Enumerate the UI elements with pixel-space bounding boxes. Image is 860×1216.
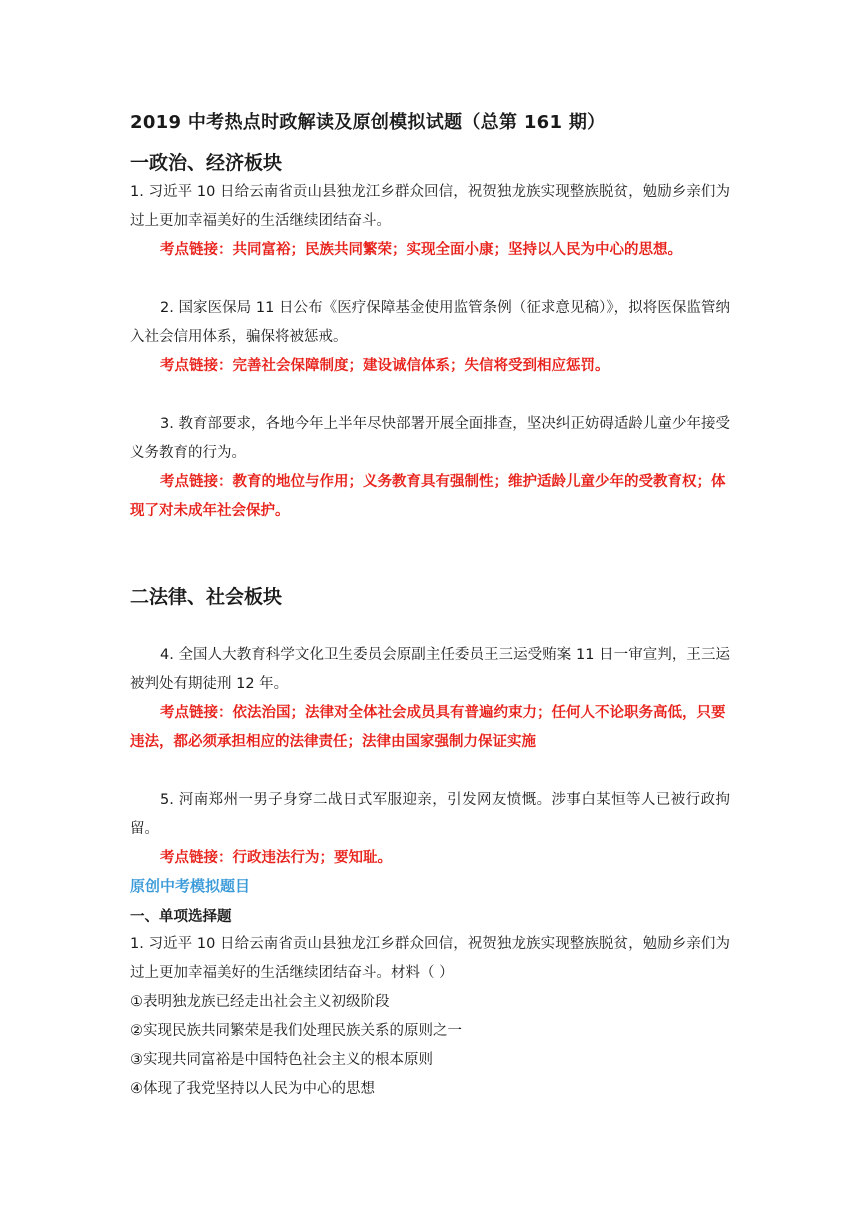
news-item-2: 2. 国家医保局 11 日公布《医疗保障基金使用监管条例（征求意见稿）》，拟将医保监管纳入社会信用体系，骗保将被惩戒。 bbox=[130, 300, 730, 345]
exam-link-3: 考点链接：教育的地位与作用；义务教育具有强制性；维护适龄儿童少年的受教育权；体现了对未成年社会保护。 bbox=[130, 474, 726, 519]
option-1: ①表明独龙族已经走出社会主义初级阶段 bbox=[130, 994, 390, 1010]
section-heading-politics-economy: 一政治、经济板块 bbox=[130, 152, 283, 174]
news-item-1: 1. 习近平 10 日给云南省贡山县独龙江乡群众回信，祝贺独龙族实现整族脱贫，勉励乡亲们为过上更加幸福美好的生活继续团结奋斗。 bbox=[130, 184, 730, 229]
original-questions-heading: 原创中考模拟题目 bbox=[130, 877, 251, 895]
news-item-3: 3. 教育部要求，各地今年上半年尽快部署开展全面排查，坚决纠正妨碍适龄儿童少年接受义务教育的行为。 bbox=[130, 416, 730, 461]
news-item-5: 5. 河南郑州一男子身穿二战日式军服迎亲，引发网友愤慨。涉事白某恒等人已被行政拘留。 bbox=[130, 792, 730, 837]
section-heading-law-society: 二法律、社会板块 bbox=[130, 586, 283, 608]
document-title: 2019 中考热点时政解读及原创模拟试题（总第 161 期） bbox=[130, 112, 606, 133]
exam-link-2: 考点链接：完善社会保障制度；建设诚信体系；失信将受到相应惩罚。 bbox=[160, 358, 610, 374]
exam-link-4: 考点链接：依法治国；法律对全体社会成员具有普遍约束力；任何人不论职务高低，只要违法，都必须承担相应的法律责任；法律由国家强制力保证实施 bbox=[130, 705, 726, 750]
option-2: ②实现民族共同繁荣是我们处理民族关系的原则之一 bbox=[130, 1023, 462, 1039]
option-4: ④体现了我党坚持以人民为中心的思想 bbox=[130, 1081, 375, 1097]
exam-link-1: 考点链接：共同富裕；民族共同繁荣；实现全面小康；坚持以人民为中心的思想。 bbox=[160, 242, 682, 258]
exam-link-5: 考点链接：行政违法行为；要知耻。 bbox=[160, 850, 392, 866]
option-3: ③实现共同富裕是中国特色社会主义的根本原则 bbox=[130, 1052, 433, 1068]
single-choice-heading: 一、单项选择题 bbox=[130, 909, 232, 925]
news-item-4: 4. 全国人大教育科学文化卫生委员会原副主任委员王三运受贿案 11 日一审宣判，王三运被判处有期徒刑 12 年。 bbox=[130, 647, 730, 692]
question-1: 1. 习近平 10 日给云南省贡山县独龙江乡群众回信，祝贺独龙族实现整族脱贫，勉励乡亲们为过上更加幸福美好的生活继续团结奋斗。材料（ ） bbox=[130, 936, 730, 981]
